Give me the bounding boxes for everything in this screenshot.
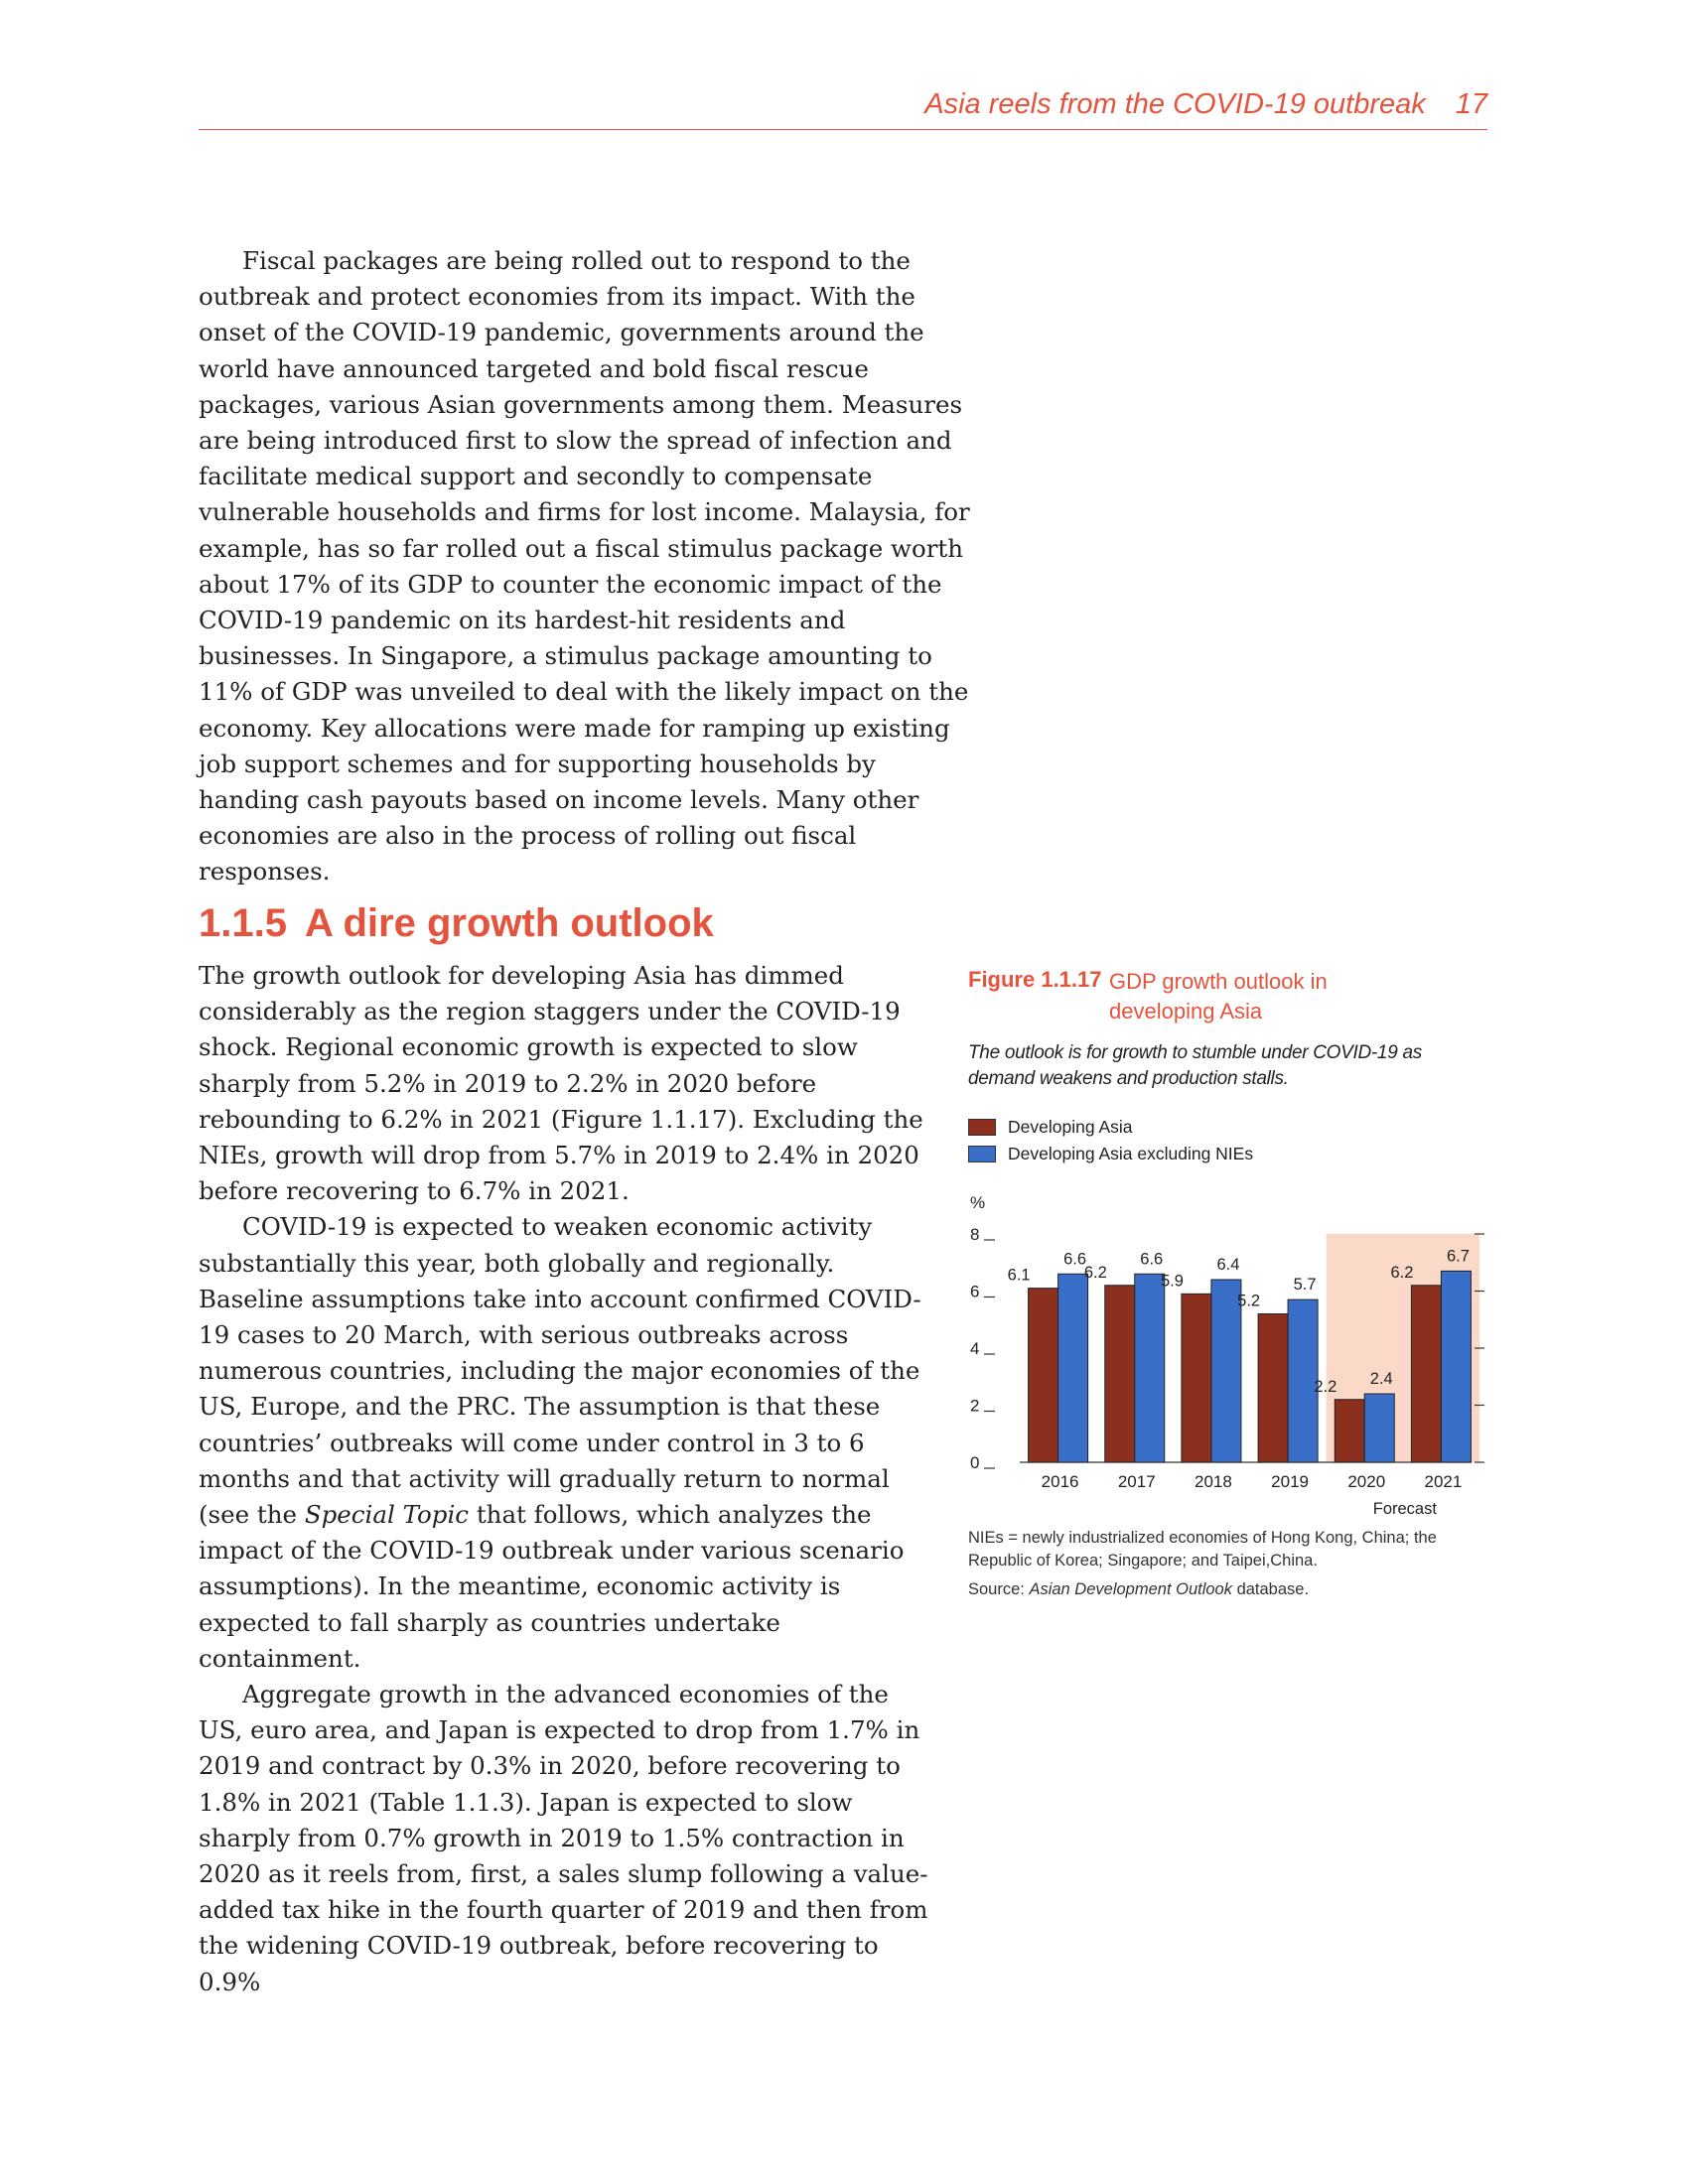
x-tick-label-2016: 2016 (1041, 1472, 1079, 1491)
x-tick-label-2018: 2018 (1195, 1472, 1232, 1491)
y-tick-label: 4 (970, 1339, 980, 1358)
data-label-excluding-nies-2019: 5.7 (1293, 1276, 1317, 1295)
source-prefix: Source: (968, 1580, 1030, 1598)
data-label-excluding-nies-2021: 6.7 (1446, 1247, 1470, 1266)
bar-excluding-nies-2020 (1364, 1394, 1394, 1462)
paragraph-covid-impact (199, 1209, 931, 1677)
y-tick-label: 6 (970, 1282, 980, 1301)
figure-notes (968, 1527, 1484, 1601)
data-label-developing-asia-2019: 5.2 (1237, 1292, 1261, 1310)
page-number: 17 (1455, 88, 1487, 120)
legend-item-developing-asia (968, 1114, 1253, 1141)
y-unit-label: % (970, 1193, 986, 1212)
x-tick-label-2021: 2021 (1424, 1472, 1463, 1491)
data-label-excluding-nies-2016: 6.6 (1063, 1250, 1087, 1269)
running-header (199, 85, 1487, 130)
paragraph-advanced-economies: Aggregate growth in the advanced economies of the US, euro area, and Japan is expected to drop from 1.7% in 2019 and contract by 0.3% in 2020, before recovering to 1.8% in 2021 (Table 1.1.3). Japan is expected to slow sharply from 0.7% growth in 2019 to 1.5% contraction in 2020 as it reels from, first, a sales slump following a value-added tax hike in the fourth quarter of 2019 and then from the widening COVID-19 outbreak, before recovering to 0.9% (199, 1680, 928, 1996)
source-name: Asian Development Outlook (1029, 1580, 1232, 1598)
figure-title: GDP growth outlook in developing Asia (1109, 969, 1328, 1024)
data-label-developing-asia-2021: 6.2 (1390, 1263, 1414, 1282)
legend-swatch-excluding-nies (968, 1146, 996, 1162)
paragraph-growth-outlook: The growth outlook for developing Asia has dimmed considerably as the region staggers under the COVID-19 shock. Regional economic growth is expected to slow sharply from 5.2% in 2019 to 2.2% in 2020 before rebounding to 6.2% in 2021 (Figure 1.1.17). Excluding the NIEs, growth will drop from 5.7% in 2019 to 2.4% in 2020 before recovering to 6.7% in 2021. (199, 961, 923, 1206)
section-title: A dire growth outlook (304, 901, 714, 945)
section-heading (199, 901, 714, 946)
special-topic-ref: Special Topic (304, 1500, 470, 1530)
header-title: Asia reels from the COVID-19 outbreak (924, 88, 1426, 120)
data-label-excluding-nies-2018: 6.4 (1216, 1256, 1240, 1274)
data-label-excluding-nies-2020: 2.4 (1369, 1370, 1393, 1388)
x-tick-label-2020: 2020 (1347, 1472, 1386, 1491)
gdp-growth-chart (968, 1186, 1489, 1529)
data-label-developing-asia-2017: 6.2 (1083, 1263, 1107, 1282)
x-tick-label-2017: 2017 (1117, 1472, 1156, 1491)
legend-label-excluding-nies: Developing Asia excluding NIEs (1008, 1144, 1254, 1163)
data-label-developing-asia-2018: 5.9 (1160, 1272, 1184, 1291)
legend-swatch-developing-asia (968, 1119, 996, 1136)
chart-legend (968, 1114, 1253, 1167)
growth-outlook-text (199, 958, 931, 2000)
bar-developing-asia-2021 (1411, 1286, 1441, 1462)
bar-developing-asia-2016 (1029, 1289, 1058, 1462)
p2-text-after: that follows, which analyzes the impact of the COVID-19 outbreak under various scenario assumptions). In the meantime, economic activity is expected to fall sharply as countries undertake containment. (199, 1500, 905, 1673)
data-label-developing-asia-2020: 2.2 (1314, 1377, 1337, 1396)
p2-text-before: COVID-19 is expected to weaken economic activity substantially this year, both globally and regionally. Baseline assumptions take into account confirmed COVID-19 cases to 20 March, with serious outbreaks across numerous countries, including the major economies of the US, Europe, and the PRC. The assumption is that these countries’ outbreaks will come under control in 3 to 6 months and that activity will gradually return to normal (see the (199, 1212, 921, 1530)
data-label-excluding-nies-2017: 6.6 (1140, 1250, 1164, 1269)
figure-source (968, 1578, 1484, 1601)
bar-excluding-nies-2016 (1058, 1274, 1088, 1462)
y-tick-label: 8 (970, 1225, 980, 1244)
figure-label: Figure 1.1.17 (968, 967, 1102, 992)
bar-developing-asia-2017 (1105, 1286, 1135, 1462)
x-tick-label-2019: 2019 (1271, 1472, 1309, 1491)
bar-developing-asia-2018 (1182, 1294, 1211, 1462)
figure-subtitle: The outlook is for growth to stumble under COVID-19 as demand weakens and production stalls. (968, 1042, 1422, 1089)
section-number: 1.1.5 (199, 901, 287, 945)
y-tick-label: 0 (970, 1453, 980, 1472)
paragraph-fiscal-packages: Fiscal packages are being rolled out to respond to the outbreak and protect economies from its impact. With the onset of the COVID-19 pandemic, governments around the world have announced targeted and bold fiscal rescue packages, various Asian governments among them. Measures are being introduced first to slow the spread of infection and facilitate medical support and secondly to compensate vulnerable households and firms for lost income. Malaysia, for example, has so far rolled out a fiscal stimulus package worth about 17% of its GDP to counter the economic impact of the COVID-19 pandemic on its hardest-hit residents and businesses. In Singapore, a stimulus package amounting to 11% of GDP was unveiled to deal with the likely impact on the economy. Key allocations were made for ramping up existing job support schemes and for supporting households by handing cash payouts based on income levels. Many other economies are also in the process of rolling out fiscal responses. (199, 246, 970, 887)
bar-developing-asia-2019 (1258, 1314, 1288, 1463)
data-label-developing-asia-2016: 6.1 (1007, 1266, 1031, 1285)
bar-excluding-nies-2017 (1135, 1274, 1165, 1462)
source-suffix: database. (1231, 1580, 1310, 1598)
legend-item-excluding-nies (968, 1141, 1253, 1167)
forecast-label: Forecast (1372, 1500, 1437, 1518)
figure-note: NIEs = newly industrialized economies of Hong Kong, China; the Republic of Korea; Singapore; and Taipei,China. (968, 1529, 1437, 1570)
y-tick-label: 2 (970, 1396, 980, 1416)
bar-developing-asia-2020 (1335, 1400, 1364, 1462)
legend-label-developing-asia: Developing Asia (1008, 1117, 1133, 1137)
intro-section (199, 243, 973, 890)
bar-excluding-nies-2021 (1441, 1271, 1471, 1462)
